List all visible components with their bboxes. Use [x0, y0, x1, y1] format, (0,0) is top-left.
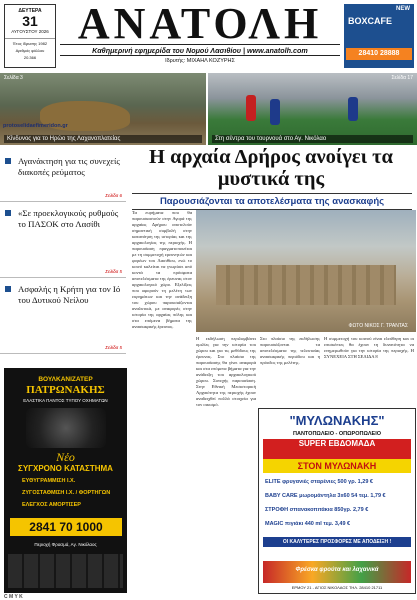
- ad-store-label: ΣΥΓΧΡΟΝΟ ΚΑΤΑΣΤΗΜΑ: [18, 464, 113, 473]
- promo-title: SUPER ΕΒΔΟΜΑΔΑ: [298, 439, 376, 448]
- photo-caption: Στη σέντρα του τουρνουά στο Αγ. Νικόλαο: [212, 135, 413, 143]
- article-column: Τα ευρήματα που θα παρουσιαστούν στην Αγορά της αρχαίας Δρήρου αποτελούν σημαντική συμβολή στην κατανόηση της ιστορίας και της αρχαιολογίας της περιοχής. Η παρουσίαση πραγματοποιείται με τη συμμετοχή ερευνητών και φορέων του Λασιθίου, ενώ το κοινό καλείται να γνωρίσει από κοντά τα πρόσφατα αποτελέσματα της έρευνας στον αρχαιολογικό χώρο. Εξελίξεις που αφορούν τη μελέτη των ευρημάτων και την ανάδειξη του χώρου παρουσιάζονται αναλυτικά, με αναφορές στην ιστορία της αρχαίας πόλης και στα επόμενα βήματα της ανασκαφικής έρευνας.: [132, 210, 192, 329]
- offer-item: ELITE φρυγανιές σταρένιες 500 γρ. 1,29 €: [265, 479, 373, 485]
- offer-item: BABY CARE μωρομάντηλα 3x60 54 τεμ. 1,79 €: [265, 493, 386, 499]
- day-label: ΔΕΥΤΕΡΑ: [18, 8, 42, 14]
- ad-brand: ΠΑΤΡΩΝΑΚΗΣ: [26, 384, 105, 396]
- article-column: Στο πλαίσιο της εκδήλωσης παρουσιάζονται τα αποτελέσματα της τελευταίας ανασκαφικής περιόδου και η πρόοδος της μελέτης.: [260, 336, 320, 365]
- teaser-item[interactable]: [0, 202, 126, 278]
- football-photo[interactable]: [208, 73, 417, 145]
- player-shape: [270, 99, 280, 125]
- date-number: 31: [22, 13, 38, 29]
- teaser-text: «Σε προεκλογικούς ρυθμούς το ΠΑΣΟΚ στο Λασίθι: [18, 208, 119, 229]
- teaser-column: [0, 150, 126, 354]
- grocery-ad[interactable]: [258, 408, 416, 594]
- ad-service: ΕΛΕΓΧΟΣ ΑΜΟΡΤΙΣΕΡ: [22, 502, 81, 508]
- player-shape: [348, 97, 358, 121]
- ruins-shape: [216, 265, 396, 305]
- ad-new-label: Νέο: [56, 450, 75, 464]
- bullet-icon: [5, 210, 11, 216]
- founded-label: Έτος ίδρυσης 1982: [5, 38, 55, 46]
- photo-page-ref: Σελίδα 17: [391, 75, 413, 81]
- teaser-text: Αγανάκτηση για τις συνεχείς διακοπές ρεύματος: [18, 156, 120, 177]
- teaser-item[interactable]: [0, 150, 126, 202]
- article-column: Η εκδήλωση περιλαμβάνει ομιλίες για την ιστορία του χώρου και για τις μεθόδους της έρευνας. Στο πλαίσιο της παρουσίασης θα γίνει αναφορά και στα επόμενα βήματα για την ανάδειξη του αρχαιολογικού χώρου. Συνεχής παρουσίαση. Στην Εθνική Μεσιστορική Αρχαιότητα της περιοχής έχουν αναδειχθεί πολλά στοιχεία για τον οικισμό.: [196, 336, 256, 407]
- tagline: Καθημερινή εφημερίδα του Νομού Λασιθίου | www.anatolh.com: [60, 44, 340, 56]
- issue-label: Αριθμός φύλλου: [15, 48, 45, 53]
- photo-strip: [0, 73, 417, 145]
- photo-credit: ΦΩΤΟ ΝΙΚΟΣ Γ. ΤΡΑΝΤΑΣ: [348, 323, 408, 329]
- teaser-page: Σελίδα 5: [105, 345, 122, 350]
- date-box: [4, 4, 56, 68]
- bullet-icon: [5, 158, 11, 164]
- bullet-icon: [5, 286, 11, 292]
- offer-item: ΣΤΡΟΦΗ σπανακοπιτάκια 850γρ. 2,79 €: [265, 507, 369, 513]
- fruit-label: Φρέσκα φρούτα και λαχανικά: [295, 567, 379, 573]
- founder-label: Ιδρυτής: ΜΙΧΑΗΛ ΚΟΖΥΡΗΣ: [165, 58, 235, 64]
- monument-photo[interactable]: [0, 73, 206, 145]
- player-shape: [246, 95, 256, 121]
- boxcafe-ad[interactable]: [344, 4, 414, 68]
- ad-description: ΕΛΑΣΤΙΚΑ ΠΑΝΤΟΣ ΤΥΠΟΥ ΟΧΗΜΑΤΩΝ: [23, 398, 108, 403]
- offer-item: MAGIC πιγιάκι 440 ml τεμ. 3,49 €: [265, 521, 351, 527]
- teaser-item[interactable]: [0, 278, 126, 354]
- photo-caption: Κίνδυνος για το Ηρώο της Λαχανοπλατείας: [4, 135, 202, 143]
- photo-page-ref: Σελίδα 3: [4, 75, 23, 81]
- ad-new-label: NEW: [396, 6, 410, 12]
- ad-service: ΕΥΘΥΓΡΑΜΜΙΣΗ Ι.Χ.: [22, 478, 76, 484]
- offers-footer: ΟΙ ΚΑΛΥΤΕΡΕΣ ΠΡΟΣΦΟΡΕΣ ΜΕ ΑΠΟΔΕΙΞΗ !: [263, 537, 411, 547]
- tyres-image: [8, 554, 123, 588]
- teaser-page: Σελίδα 5: [105, 269, 122, 274]
- promo-subtitle: ΣΤΟΝ ΜΥΛΩΝΑΚΗ: [263, 459, 411, 473]
- tyre-image: [26, 408, 106, 448]
- ad-service: ΖΥΓΟΣΤΑΘΜΙΣΗ Ι.Χ. / ΦΟΡΤΗΓΩΝ: [22, 490, 111, 496]
- ad-brand: "ΜΥΛΩΝΑΚΗΣ": [289, 413, 385, 428]
- excavation-photo[interactable]: [196, 210, 416, 332]
- article-column: Η συμμετοχή του κοινού είναι ελεύθερη και οι επισκέπτες θα έχουν τη δυνατότητα να ενημερωθούν για την ιστορία της περιοχής. Η ΣΥΝΕΧΕΙΑ ΣΤΗ ΣΕΛΙΔΑ 8: [324, 336, 414, 359]
- ad-brand: BOXCAFE: [348, 16, 393, 26]
- teaser-page: Σελίδα 6: [105, 193, 122, 198]
- issue-number: 20.366: [23, 55, 37, 60]
- teaser-text: Ασφαλής η Κρήτη για τον Ιό του Δυτικού Νείλου: [18, 284, 121, 305]
- ad-phone: 2841 70 1000: [10, 518, 122, 536]
- promo-banner: [263, 439, 411, 459]
- ad-phone: 28410 28888: [346, 48, 412, 60]
- newspaper-logo: ΑΝΑΤΟΛΗ: [77, 0, 323, 48]
- main-subhead: Παρουσιάζονται τα αποτελέσματα της ανασκαφής: [132, 193, 412, 210]
- ad-subtitle: ΠΑΝΤΟΠΩΛΕΙΟ - ΟΠΩΡΟΠΩΛΕΙΟ: [293, 431, 381, 437]
- tyre-shop-ad[interactable]: [4, 368, 127, 593]
- source-watermark: protoselidaefimeridon.gr: [3, 123, 68, 129]
- print-marks: C M Y K: [4, 594, 23, 600]
- ad-address: Περιοχή Φρασμά, Αγ. Νικόλαος: [34, 542, 97, 547]
- main-headline[interactable]: Η αρχαία Δρήρος ανοίγει τα μυστικά της: [149, 146, 393, 190]
- month-label: ΑΥΓΟΥΣΤΟΥ 2026: [11, 29, 49, 34]
- ad-top-label: ΒΟΥΛΚΑΝΙΖΑΤΕΡ: [38, 376, 93, 383]
- ad-address: ΕΡΜΟΥ 21 - ΑΓΙΟΣ ΝΙΚΟΛΑΟΣ ΤΗΛ. 28410 21711: [291, 585, 383, 590]
